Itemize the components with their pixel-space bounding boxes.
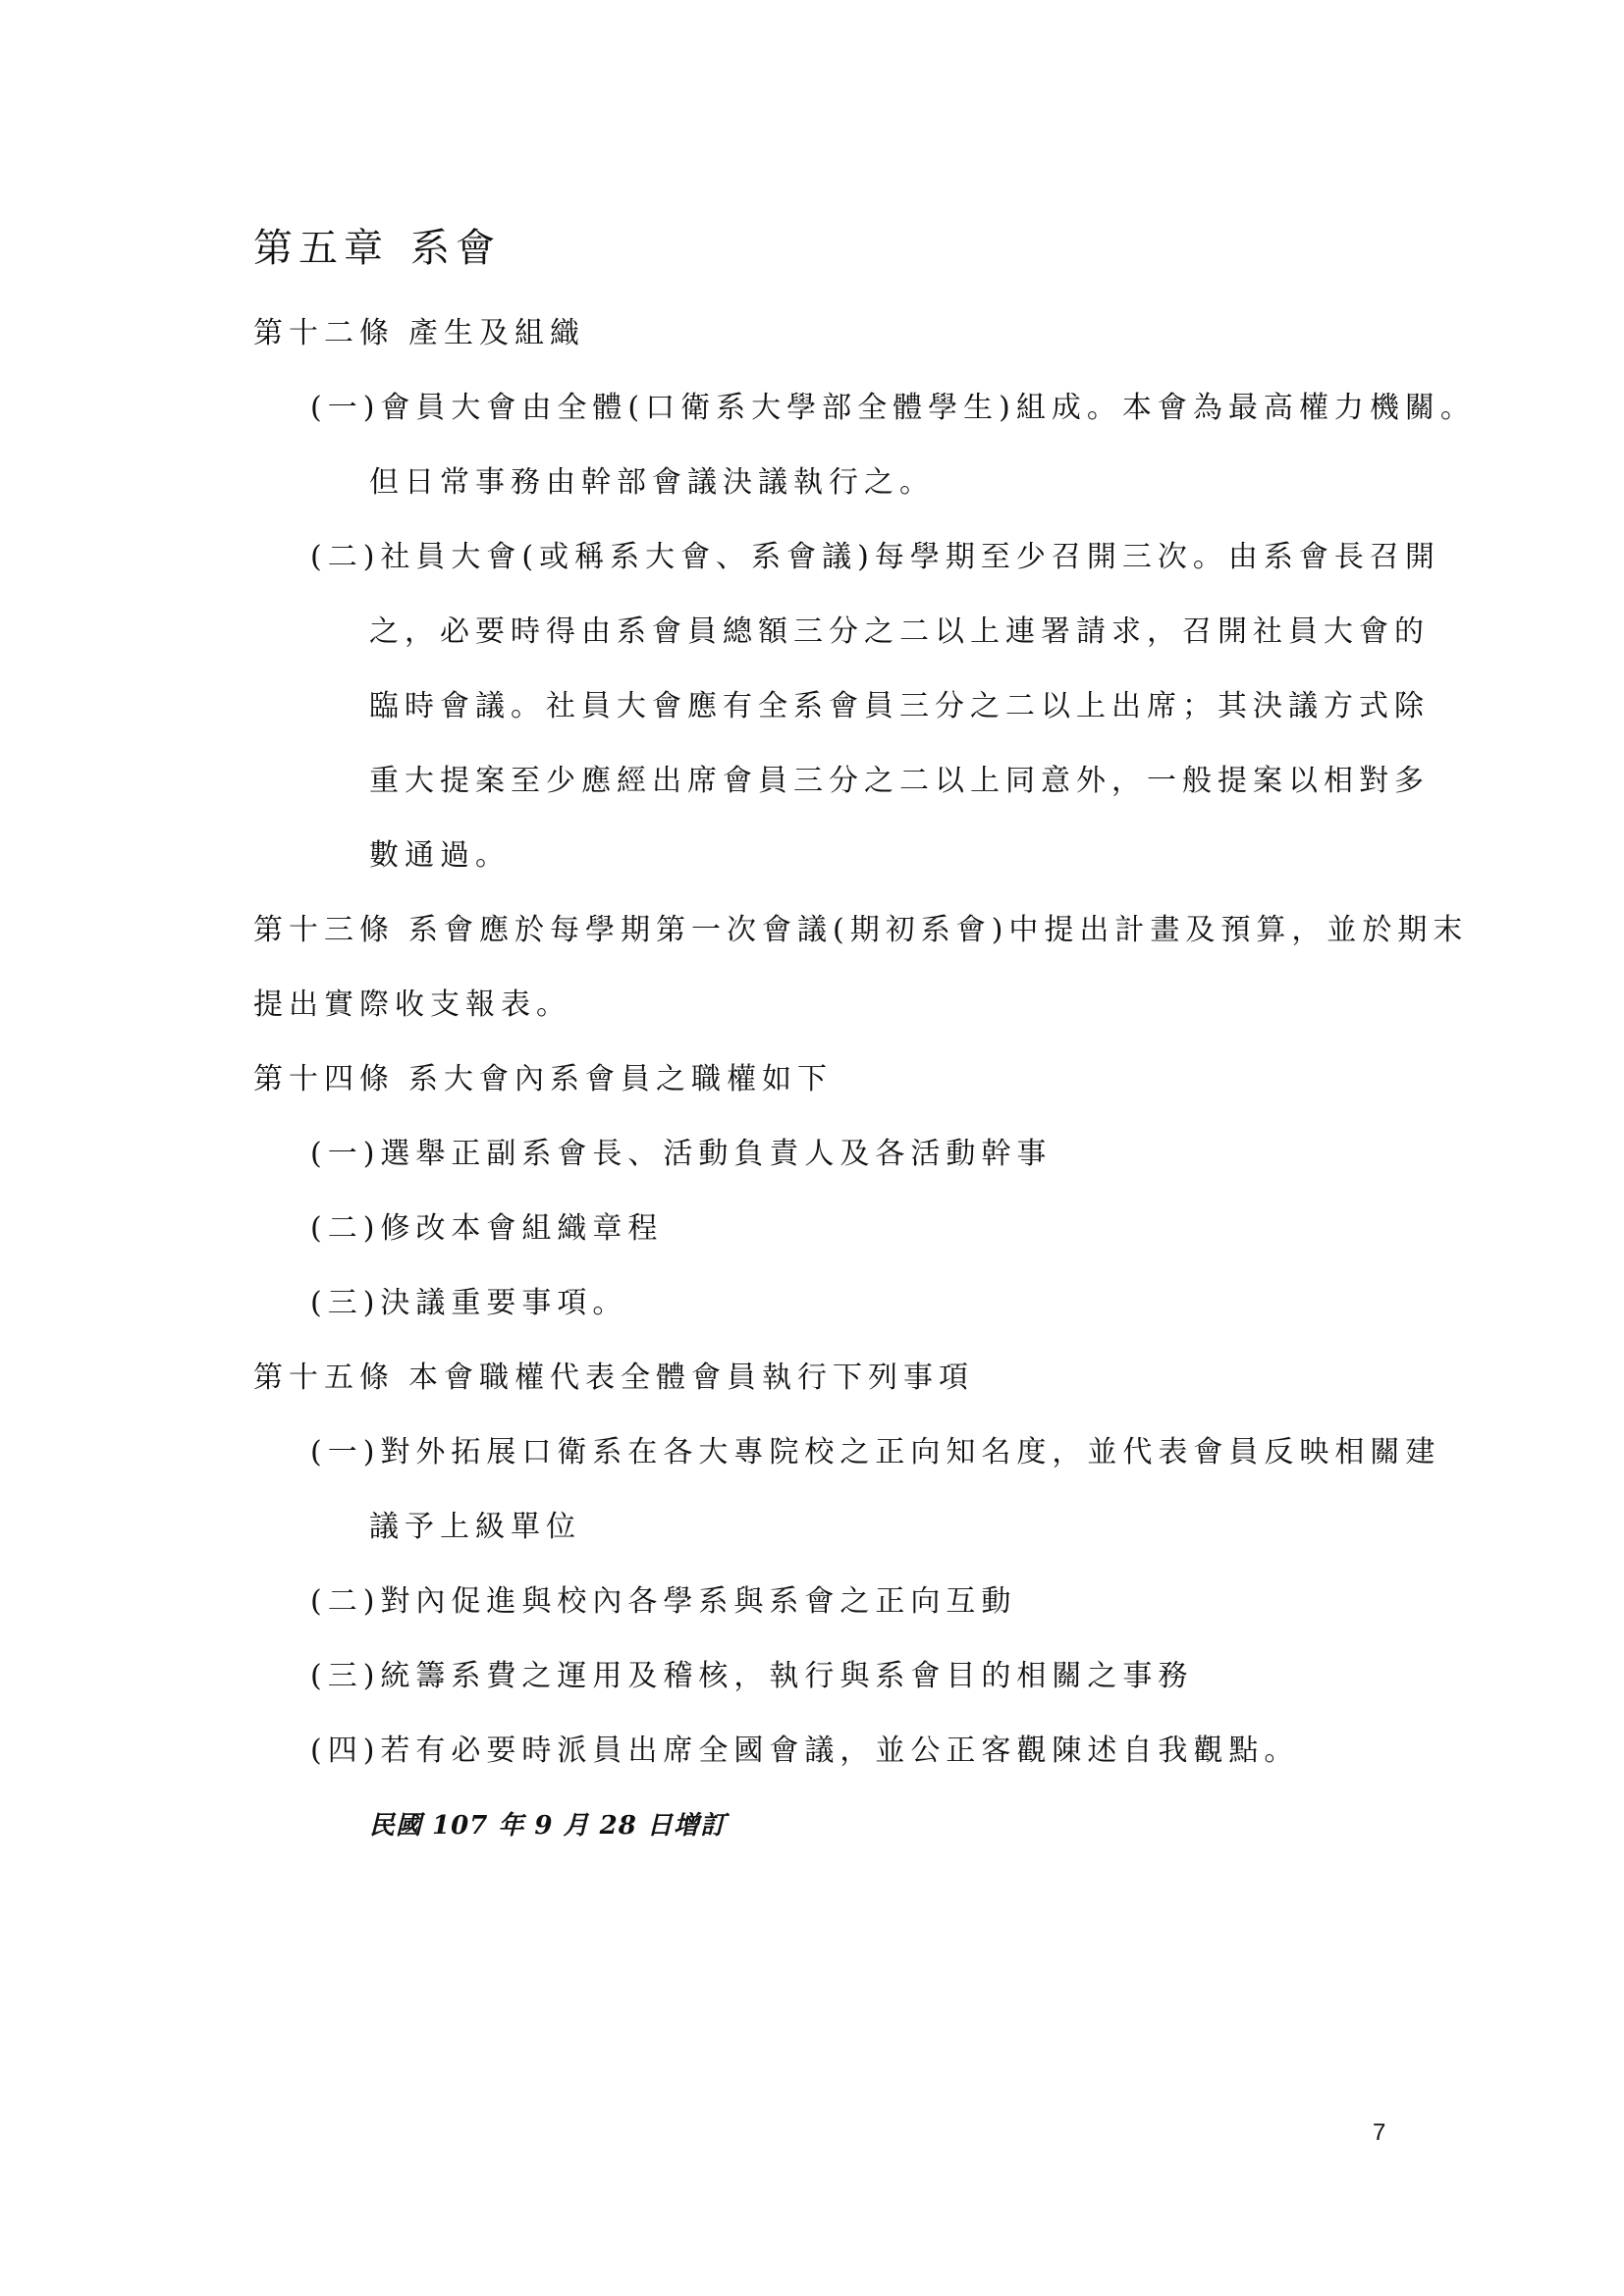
article-12-item-1-line-2: 但日常事務由幹部會議決議執行之。 [369,465,935,500]
article-12-number: 第十二條 [253,316,395,350]
article-15-number: 第十五條 [253,1361,395,1395]
article-12-item-1-line-1: (一)會員大會由全體(口衛系大學部全體學生)組成。本會為最高權力機關。 [310,391,1476,425]
article-15-item-4: (四)若有必要時派員出席全國會議，並公正客觀陳述自我觀點。 [310,1734,1300,1768]
article-15-item-2: (二)對內促進與校內各學系與系會之正向互動 [310,1584,1017,1619]
article-15-item-1-line-1: (一)對外拓展口衛系在各大專院校之正向知名度，並代表會員反映相關建 [310,1435,1441,1469]
chapter-title: 系會 [410,226,501,271]
article-12-item-2-line-4: 重大提案至少應經出席會員三分之二以上同意外，一般提案以相對多 [369,764,1430,798]
article-14-item-3: (三)決議重要事項。 [310,1286,628,1320]
article-14-heading [253,1060,833,1099]
article-15-heading [253,1359,974,1398]
article-13-text: 系會應於每學期第一次會議(期初系會)中提出計畫及預算，並於期末 [408,913,1469,947]
article-12-title: 產生及組織 [408,316,585,350]
article-12-item-2-line-1: (二)社員大會(或稱系大會、系會議)每學期至少召開三次。由系會長召開 [310,540,1440,574]
article-13-line-1 [253,911,1468,950]
article-14-item-2: (二)修改本會組織章程 [310,1211,664,1246]
article-14-number: 第十四條 [253,1062,395,1096]
amendment-note: 民國 107 年 9 月 28 日增訂 [369,1811,727,1841]
article-14-item-1: (一)選舉正副系會長、活動負責人及各活動幹事 [310,1137,1053,1171]
article-12-item-2-line-2: 之，必要時得由系會員總額三分之二以上連署請求，召開社員大會的 [369,614,1430,649]
article-15-item-1-line-2: 議予上級單位 [369,1510,581,1544]
article-15-item-3: (三)統籌系費之運用及稽核，執行與系會目的相關之事務 [310,1659,1194,1693]
article-13-line-2: 提出實際收支報表。 [253,988,571,1022]
article-12-item-2-line-3: 臨時會議。社員大會應有全系會員三分之二以上出席；其決議方式除 [369,689,1430,723]
chapter-heading [253,224,501,273]
article-12-heading [253,314,585,353]
article-14-title: 系大會內系會員之職權如下 [408,1062,833,1096]
article-13-number: 第十三條 [253,913,395,947]
article-12-item-2-line-5: 數通過。 [369,838,511,873]
chapter-number: 第五章 [253,226,389,271]
article-15-title: 本會職權代表全體會員執行下列事項 [408,1361,974,1395]
page-number: 7 [1373,2119,1386,2146]
